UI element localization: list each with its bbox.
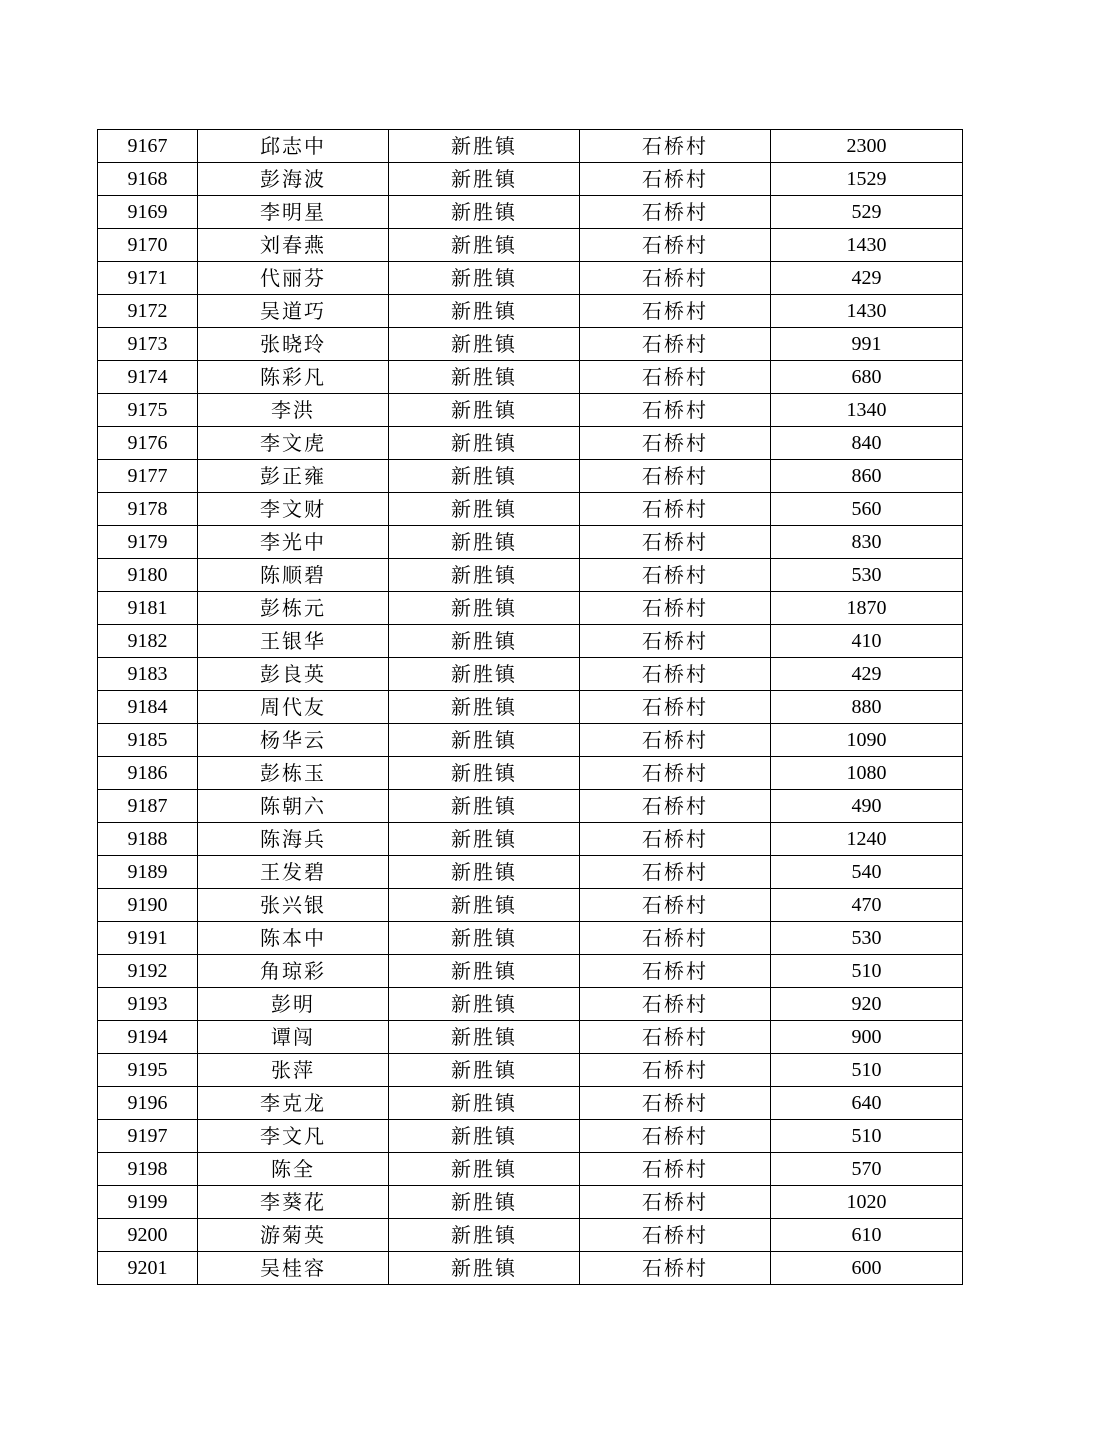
person-name-cell: 代丽芬 bbox=[198, 262, 389, 295]
row-number-cell: 9181 bbox=[98, 592, 198, 625]
table-row bbox=[98, 196, 963, 229]
amount-cell: 560 bbox=[771, 493, 963, 526]
row-number-cell: 9186 bbox=[98, 757, 198, 790]
town-cell: 新胜镇 bbox=[389, 130, 580, 163]
amount-cell: 860 bbox=[771, 460, 963, 493]
village-cell: 石桥村 bbox=[580, 658, 771, 691]
village-cell: 石桥村 bbox=[580, 790, 771, 823]
person-name-cell: 李光中 bbox=[198, 526, 389, 559]
table-row bbox=[98, 856, 963, 889]
person-name-cell: 李文虎 bbox=[198, 427, 389, 460]
row-number-cell: 9184 bbox=[98, 691, 198, 724]
person-name-cell: 角琼彩 bbox=[198, 955, 389, 988]
person-name-cell: 彭栋元 bbox=[198, 592, 389, 625]
village-cell: 石桥村 bbox=[580, 1087, 771, 1120]
town-cell: 新胜镇 bbox=[389, 229, 580, 262]
amount-cell: 991 bbox=[771, 328, 963, 361]
table-row bbox=[98, 790, 963, 823]
village-cell: 石桥村 bbox=[580, 1120, 771, 1153]
person-name-cell: 陈海兵 bbox=[198, 823, 389, 856]
amount-cell: 470 bbox=[771, 889, 963, 922]
amount-cell: 1340 bbox=[771, 394, 963, 427]
table-row bbox=[98, 526, 963, 559]
village-cell: 石桥村 bbox=[580, 328, 771, 361]
amount-cell: 540 bbox=[771, 856, 963, 889]
village-cell: 石桥村 bbox=[580, 559, 771, 592]
table-row bbox=[98, 295, 963, 328]
row-number-cell: 9174 bbox=[98, 361, 198, 394]
row-number-cell: 9183 bbox=[98, 658, 198, 691]
table-row bbox=[98, 1087, 963, 1120]
town-cell: 新胜镇 bbox=[389, 427, 580, 460]
village-cell: 石桥村 bbox=[580, 130, 771, 163]
town-cell: 新胜镇 bbox=[389, 460, 580, 493]
town-cell: 新胜镇 bbox=[389, 625, 580, 658]
town-cell: 新胜镇 bbox=[389, 295, 580, 328]
town-cell: 新胜镇 bbox=[389, 1219, 580, 1252]
village-cell: 石桥村 bbox=[580, 196, 771, 229]
row-number-cell: 9198 bbox=[98, 1153, 198, 1186]
person-name-cell: 谭闯 bbox=[198, 1021, 389, 1054]
village-cell: 石桥村 bbox=[580, 493, 771, 526]
amount-cell: 1020 bbox=[771, 1186, 963, 1219]
row-number-cell: 9200 bbox=[98, 1219, 198, 1252]
table-row bbox=[98, 955, 963, 988]
table-row bbox=[98, 658, 963, 691]
table-row bbox=[98, 1186, 963, 1219]
row-number-cell: 9187 bbox=[98, 790, 198, 823]
table-row bbox=[98, 163, 963, 196]
town-cell: 新胜镇 bbox=[389, 493, 580, 526]
town-cell: 新胜镇 bbox=[389, 856, 580, 889]
amount-cell: 1430 bbox=[771, 229, 963, 262]
person-name-cell: 李葵花 bbox=[198, 1186, 389, 1219]
person-name-cell: 张萍 bbox=[198, 1054, 389, 1087]
amount-cell: 429 bbox=[771, 658, 963, 691]
person-name-cell: 李文凡 bbox=[198, 1120, 389, 1153]
town-cell: 新胜镇 bbox=[389, 1252, 580, 1285]
amount-cell: 1090 bbox=[771, 724, 963, 757]
person-name-cell: 刘春燕 bbox=[198, 229, 389, 262]
amount-cell: 2300 bbox=[771, 130, 963, 163]
row-number-cell: 9167 bbox=[98, 130, 198, 163]
amount-cell: 429 bbox=[771, 262, 963, 295]
table-row bbox=[98, 823, 963, 856]
village-cell: 石桥村 bbox=[580, 1186, 771, 1219]
amount-cell: 529 bbox=[771, 196, 963, 229]
row-number-cell: 9171 bbox=[98, 262, 198, 295]
town-cell: 新胜镇 bbox=[389, 328, 580, 361]
amount-cell: 530 bbox=[771, 559, 963, 592]
table-row bbox=[98, 460, 963, 493]
row-number-cell: 9199 bbox=[98, 1186, 198, 1219]
amount-cell: 920 bbox=[771, 988, 963, 1021]
row-number-cell: 9191 bbox=[98, 922, 198, 955]
village-cell: 石桥村 bbox=[580, 592, 771, 625]
amount-cell: 510 bbox=[771, 1054, 963, 1087]
person-name-cell: 陈全 bbox=[198, 1153, 389, 1186]
table-row bbox=[98, 625, 963, 658]
town-cell: 新胜镇 bbox=[389, 988, 580, 1021]
table-row bbox=[98, 427, 963, 460]
village-cell: 石桥村 bbox=[580, 1054, 771, 1087]
amount-cell: 610 bbox=[771, 1219, 963, 1252]
town-cell: 新胜镇 bbox=[389, 163, 580, 196]
table-row bbox=[98, 262, 963, 295]
town-cell: 新胜镇 bbox=[389, 922, 580, 955]
town-cell: 新胜镇 bbox=[389, 724, 580, 757]
table-row bbox=[98, 889, 963, 922]
table-row bbox=[98, 1054, 963, 1087]
village-cell: 石桥村 bbox=[580, 262, 771, 295]
row-number-cell: 9185 bbox=[98, 724, 198, 757]
amount-cell: 880 bbox=[771, 691, 963, 724]
town-cell: 新胜镇 bbox=[389, 361, 580, 394]
table-row bbox=[98, 1021, 963, 1054]
town-cell: 新胜镇 bbox=[389, 1021, 580, 1054]
person-name-cell: 吴桂容 bbox=[198, 1252, 389, 1285]
row-number-cell: 9172 bbox=[98, 295, 198, 328]
village-cell: 石桥村 bbox=[580, 526, 771, 559]
row-number-cell: 9182 bbox=[98, 625, 198, 658]
row-number-cell: 9189 bbox=[98, 856, 198, 889]
village-cell: 石桥村 bbox=[580, 988, 771, 1021]
town-cell: 新胜镇 bbox=[389, 559, 580, 592]
town-cell: 新胜镇 bbox=[389, 196, 580, 229]
person-name-cell: 周代友 bbox=[198, 691, 389, 724]
village-cell: 石桥村 bbox=[580, 427, 771, 460]
town-cell: 新胜镇 bbox=[389, 1087, 580, 1120]
town-cell: 新胜镇 bbox=[389, 1054, 580, 1087]
person-name-cell: 陈本中 bbox=[198, 922, 389, 955]
row-number-cell: 9177 bbox=[98, 460, 198, 493]
town-cell: 新胜镇 bbox=[389, 658, 580, 691]
table-row bbox=[98, 1153, 963, 1186]
amount-cell: 830 bbox=[771, 526, 963, 559]
amount-cell: 530 bbox=[771, 922, 963, 955]
amount-cell: 510 bbox=[771, 1120, 963, 1153]
village-cell: 石桥村 bbox=[580, 229, 771, 262]
row-number-cell: 9178 bbox=[98, 493, 198, 526]
table-row bbox=[98, 1219, 963, 1252]
town-cell: 新胜镇 bbox=[389, 1186, 580, 1219]
town-cell: 新胜镇 bbox=[389, 1153, 580, 1186]
amount-cell: 1870 bbox=[771, 592, 963, 625]
village-cell: 石桥村 bbox=[580, 1252, 771, 1285]
row-number-cell: 9169 bbox=[98, 196, 198, 229]
row-number-cell: 9194 bbox=[98, 1021, 198, 1054]
village-cell: 石桥村 bbox=[580, 724, 771, 757]
person-name-cell: 邱志中 bbox=[198, 130, 389, 163]
village-cell: 石桥村 bbox=[580, 955, 771, 988]
town-cell: 新胜镇 bbox=[389, 394, 580, 427]
person-name-cell: 彭正雍 bbox=[198, 460, 389, 493]
table-row bbox=[98, 988, 963, 1021]
row-number-cell: 9190 bbox=[98, 889, 198, 922]
village-cell: 石桥村 bbox=[580, 856, 771, 889]
amount-cell: 1080 bbox=[771, 757, 963, 790]
amount-cell: 680 bbox=[771, 361, 963, 394]
table-row bbox=[98, 361, 963, 394]
amount-cell: 900 bbox=[771, 1021, 963, 1054]
row-number-cell: 9175 bbox=[98, 394, 198, 427]
table-row bbox=[98, 691, 963, 724]
person-name-cell: 杨华云 bbox=[198, 724, 389, 757]
table-row bbox=[98, 229, 963, 262]
village-cell: 石桥村 bbox=[580, 922, 771, 955]
village-cell: 石桥村 bbox=[580, 889, 771, 922]
row-number-cell: 9192 bbox=[98, 955, 198, 988]
person-name-cell: 李明星 bbox=[198, 196, 389, 229]
row-number-cell: 9170 bbox=[98, 229, 198, 262]
table-row bbox=[98, 592, 963, 625]
table-row bbox=[98, 493, 963, 526]
village-cell: 石桥村 bbox=[580, 625, 771, 658]
person-name-cell: 彭海波 bbox=[198, 163, 389, 196]
village-cell: 石桥村 bbox=[580, 361, 771, 394]
town-cell: 新胜镇 bbox=[389, 691, 580, 724]
town-cell: 新胜镇 bbox=[389, 790, 580, 823]
village-cell: 石桥村 bbox=[580, 460, 771, 493]
person-name-cell: 陈顺碧 bbox=[198, 559, 389, 592]
row-number-cell: 9201 bbox=[98, 1252, 198, 1285]
amount-cell: 410 bbox=[771, 625, 963, 658]
row-number-cell: 9193 bbox=[98, 988, 198, 1021]
amount-cell: 570 bbox=[771, 1153, 963, 1186]
amount-cell: 600 bbox=[771, 1252, 963, 1285]
row-number-cell: 9180 bbox=[98, 559, 198, 592]
row-number-cell: 9179 bbox=[98, 526, 198, 559]
person-name-cell: 张晓玲 bbox=[198, 328, 389, 361]
records-table bbox=[97, 129, 963, 1285]
table-row bbox=[98, 394, 963, 427]
person-name-cell: 王银华 bbox=[198, 625, 389, 658]
row-number-cell: 9197 bbox=[98, 1120, 198, 1153]
town-cell: 新胜镇 bbox=[389, 757, 580, 790]
town-cell: 新胜镇 bbox=[389, 889, 580, 922]
table-row bbox=[98, 724, 963, 757]
village-cell: 石桥村 bbox=[580, 295, 771, 328]
person-name-cell: 彭栋玉 bbox=[198, 757, 389, 790]
person-name-cell: 李洪 bbox=[198, 394, 389, 427]
village-cell: 石桥村 bbox=[580, 1153, 771, 1186]
person-name-cell: 吴道巧 bbox=[198, 295, 389, 328]
table-row bbox=[98, 922, 963, 955]
town-cell: 新胜镇 bbox=[389, 955, 580, 988]
amount-cell: 1430 bbox=[771, 295, 963, 328]
row-number-cell: 9188 bbox=[98, 823, 198, 856]
records-table-body bbox=[98, 130, 963, 1285]
village-cell: 石桥村 bbox=[580, 757, 771, 790]
table-row bbox=[98, 1120, 963, 1153]
table-row bbox=[98, 559, 963, 592]
table-row bbox=[98, 757, 963, 790]
amount-cell: 1240 bbox=[771, 823, 963, 856]
person-name-cell: 王发碧 bbox=[198, 856, 389, 889]
person-name-cell: 游菊英 bbox=[198, 1219, 389, 1252]
amount-cell: 840 bbox=[771, 427, 963, 460]
village-cell: 石桥村 bbox=[580, 163, 771, 196]
village-cell: 石桥村 bbox=[580, 1219, 771, 1252]
table-row bbox=[98, 1252, 963, 1285]
village-cell: 石桥村 bbox=[580, 1021, 771, 1054]
person-name-cell: 李克龙 bbox=[198, 1087, 389, 1120]
town-cell: 新胜镇 bbox=[389, 823, 580, 856]
row-number-cell: 9195 bbox=[98, 1054, 198, 1087]
person-name-cell: 彭明 bbox=[198, 988, 389, 1021]
town-cell: 新胜镇 bbox=[389, 526, 580, 559]
table-row bbox=[98, 130, 963, 163]
person-name-cell: 彭良英 bbox=[198, 658, 389, 691]
town-cell: 新胜镇 bbox=[389, 592, 580, 625]
row-number-cell: 9173 bbox=[98, 328, 198, 361]
table-row bbox=[98, 328, 963, 361]
amount-cell: 490 bbox=[771, 790, 963, 823]
row-number-cell: 9168 bbox=[98, 163, 198, 196]
person-name-cell: 李文财 bbox=[198, 493, 389, 526]
town-cell: 新胜镇 bbox=[389, 262, 580, 295]
village-cell: 石桥村 bbox=[580, 823, 771, 856]
village-cell: 石桥村 bbox=[580, 394, 771, 427]
amount-cell: 1529 bbox=[771, 163, 963, 196]
row-number-cell: 9196 bbox=[98, 1087, 198, 1120]
person-name-cell: 陈彩凡 bbox=[198, 361, 389, 394]
village-cell: 石桥村 bbox=[580, 691, 771, 724]
amount-cell: 510 bbox=[771, 955, 963, 988]
town-cell: 新胜镇 bbox=[389, 1120, 580, 1153]
person-name-cell: 陈朝六 bbox=[198, 790, 389, 823]
amount-cell: 640 bbox=[771, 1087, 963, 1120]
person-name-cell: 张兴银 bbox=[198, 889, 389, 922]
row-number-cell: 9176 bbox=[98, 427, 198, 460]
